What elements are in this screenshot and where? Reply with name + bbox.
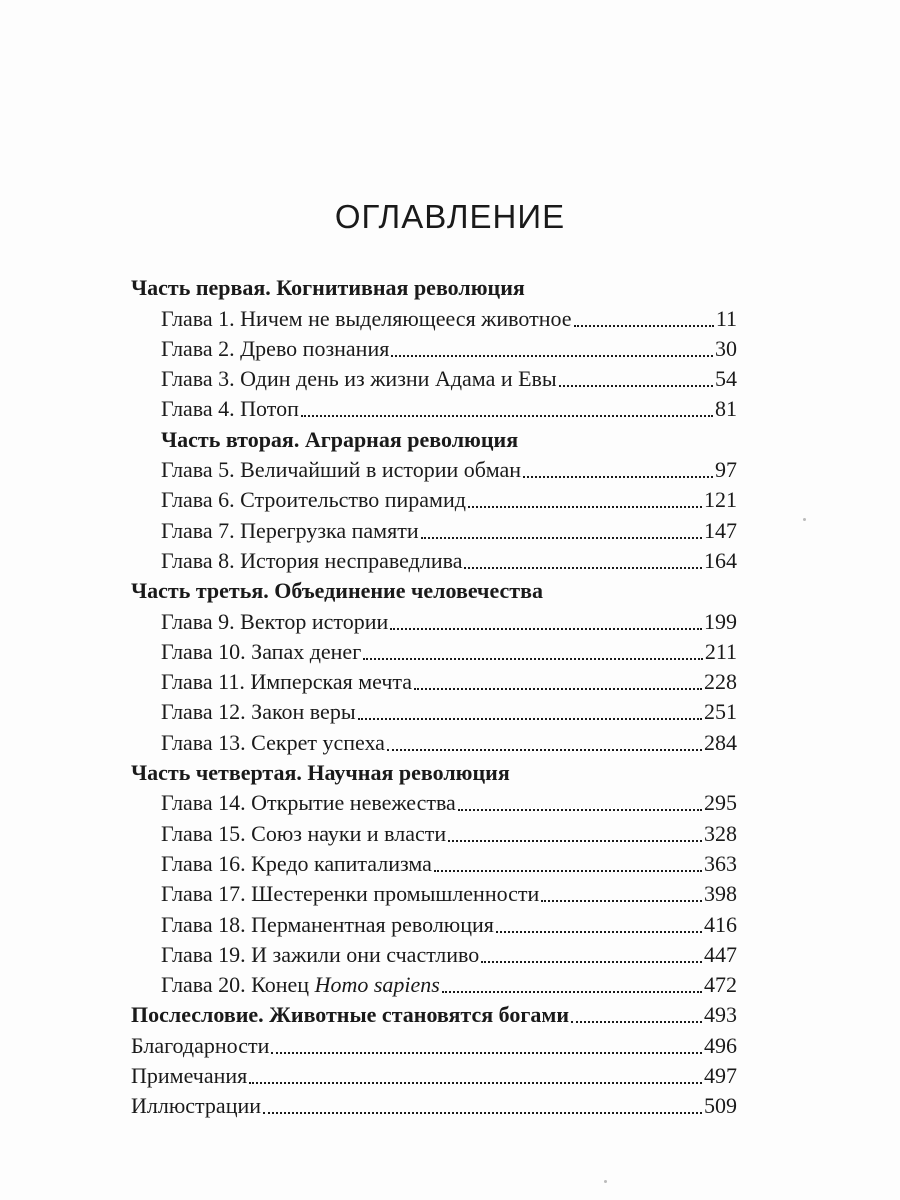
toc-entry (131, 1060, 737, 1090)
toc-entry (131, 1029, 737, 1059)
toc-entry-title: Часть четвертая. Научная революция (131, 760, 510, 786)
dot-leader (414, 688, 702, 690)
toc-entry-title: Глава 4. Потоп (161, 396, 299, 422)
table-of-contents (131, 272, 737, 1120)
dot-leader (571, 1021, 702, 1023)
toc-entry (131, 969, 737, 999)
toc-page-number: 121 (704, 487, 737, 513)
toc-page-number: 251 (704, 699, 737, 725)
toc-entry-title: Глава 12. Закон веры (161, 699, 356, 725)
toc-entry-title: Глава 13. Секрет успеха (161, 729, 385, 755)
paper-speck (604, 1180, 607, 1183)
toc-entry-title: Глава 8. История несправедлива (161, 547, 463, 573)
toc-page-number: 416 (704, 911, 737, 937)
toc-entry-title: Глава 16. Кредо капитализма (161, 850, 432, 876)
toc-entry (131, 514, 737, 544)
toc-entry (131, 636, 737, 666)
toc-entry (131, 363, 737, 393)
dot-leader (448, 840, 702, 842)
toc-entry-title: Глава 2. Древо познания (161, 335, 390, 361)
toc-page-number: 54 (715, 366, 737, 392)
toc-page-number: 509 (704, 1093, 737, 1119)
toc-part-heading (131, 423, 737, 453)
toc-entry (131, 848, 737, 878)
toc-page-number: 447 (704, 941, 737, 967)
toc-entry (131, 454, 737, 484)
toc-entry-title: Глава 1. Ничем не выделяющееся животное (161, 305, 572, 331)
toc-entry (131, 787, 737, 817)
toc-entry-title: Глава 15. Союз науки и власти (161, 820, 447, 846)
dot-leader (358, 718, 702, 720)
toc-entry (131, 696, 737, 726)
toc-entry (131, 545, 737, 575)
toc-entry (131, 878, 737, 908)
toc-entry-title: Часть третья. Объединение человечества (131, 578, 543, 604)
toc-part-heading (131, 575, 737, 605)
toc-page-number: 472 (704, 972, 737, 998)
toc-page-number: 199 (704, 608, 737, 634)
dot-leader (391, 355, 713, 357)
dot-leader (464, 567, 702, 569)
dot-leader (271, 1052, 702, 1054)
toc-page-number: 398 (704, 881, 737, 907)
page-title: ОГЛАВЛЕНИЕ (334, 198, 566, 235)
toc-entry-title: Глава 19. И зажили они счастливо (161, 941, 480, 967)
toc-entry (131, 333, 737, 363)
dot-leader (421, 537, 702, 539)
dot-leader (442, 991, 702, 993)
toc-entry (131, 908, 737, 938)
dot-leader (263, 1112, 702, 1114)
toc-page-number: 228 (704, 669, 737, 695)
toc-page-number: 295 (704, 790, 737, 816)
dot-leader (574, 325, 714, 327)
dot-leader (458, 809, 702, 811)
toc-part-heading (131, 757, 737, 787)
toc-entry-title: Глава 7. Перегрузка памяти (161, 517, 419, 543)
toc-entry-title: Примечания (131, 1063, 248, 1089)
toc-entry-title: Глава 3. Один день из жизни Адама и Евы (161, 366, 557, 392)
toc-entry (131, 726, 737, 756)
toc-entry (131, 817, 737, 847)
dot-leader (559, 385, 713, 387)
toc-entry-title: Послесловие. Животные становятся богами (131, 1002, 569, 1028)
dot-leader (390, 628, 702, 630)
toc-entry-title: Иллюстрации (131, 1093, 262, 1119)
dot-leader (481, 961, 702, 963)
toc-entry-title: Глава 18. Перманентная революция (161, 911, 494, 937)
dot-leader (301, 415, 713, 417)
toc-entry-title: Глава 9. Вектор истории (161, 608, 389, 634)
toc-entry-title: Глава 17. Шестеренки промышленности (161, 881, 540, 907)
toc-page-number: 497 (704, 1063, 737, 1089)
toc-page-number: 30 (715, 335, 737, 361)
toc-entry-title: Глава 20. Конец Homo sapiens (161, 972, 440, 998)
dot-leader (249, 1082, 702, 1084)
toc-page-number: 164 (704, 547, 737, 573)
toc-entry (131, 939, 737, 969)
toc-entry (131, 605, 737, 635)
toc-entry-title: Глава 11. Имперская мечта (161, 669, 413, 695)
toc-part-heading (131, 272, 737, 302)
toc-entry (131, 484, 737, 514)
toc-entry (131, 1090, 737, 1120)
dot-leader (387, 749, 702, 751)
toc-page-number: 81 (715, 396, 737, 422)
toc-page-number: 97 (715, 457, 737, 483)
toc-entry-title: Глава 14. Открытие невежества (161, 790, 456, 816)
toc-page-number: 363 (704, 850, 737, 876)
toc-entry (131, 302, 737, 332)
toc-entry-title: Часть вторая. Аграрная революция (161, 426, 519, 452)
toc-entry-title: Глава 6. Строительство пирамид (161, 487, 466, 513)
toc-page-number: 147 (704, 517, 737, 543)
toc-entry-title: Часть первая. Когнитивная революция (131, 275, 525, 301)
toc-page-number: 493 (704, 1002, 737, 1028)
toc-page-number: 496 (704, 1032, 737, 1058)
dot-leader (434, 870, 702, 872)
toc-entry (131, 393, 737, 423)
dot-leader (541, 900, 702, 902)
toc-page-number: 284 (704, 729, 737, 755)
dot-leader (363, 658, 703, 660)
toc-page-number: 11 (715, 305, 737, 331)
toc-entry (131, 999, 737, 1029)
toc-entry-title: Глава 10. Запах денег (161, 638, 362, 664)
paper-speck (803, 518, 806, 521)
toc-entry (131, 666, 737, 696)
dot-leader (496, 931, 702, 933)
toc-page-number: 328 (704, 820, 737, 846)
toc-page-number: 211 (704, 638, 737, 664)
toc-entry-title: Глава 5. Величайший в истории обман (161, 457, 522, 483)
dot-leader (523, 476, 713, 478)
dot-leader (468, 506, 702, 508)
toc-entry-title: Благодарности (131, 1032, 270, 1058)
